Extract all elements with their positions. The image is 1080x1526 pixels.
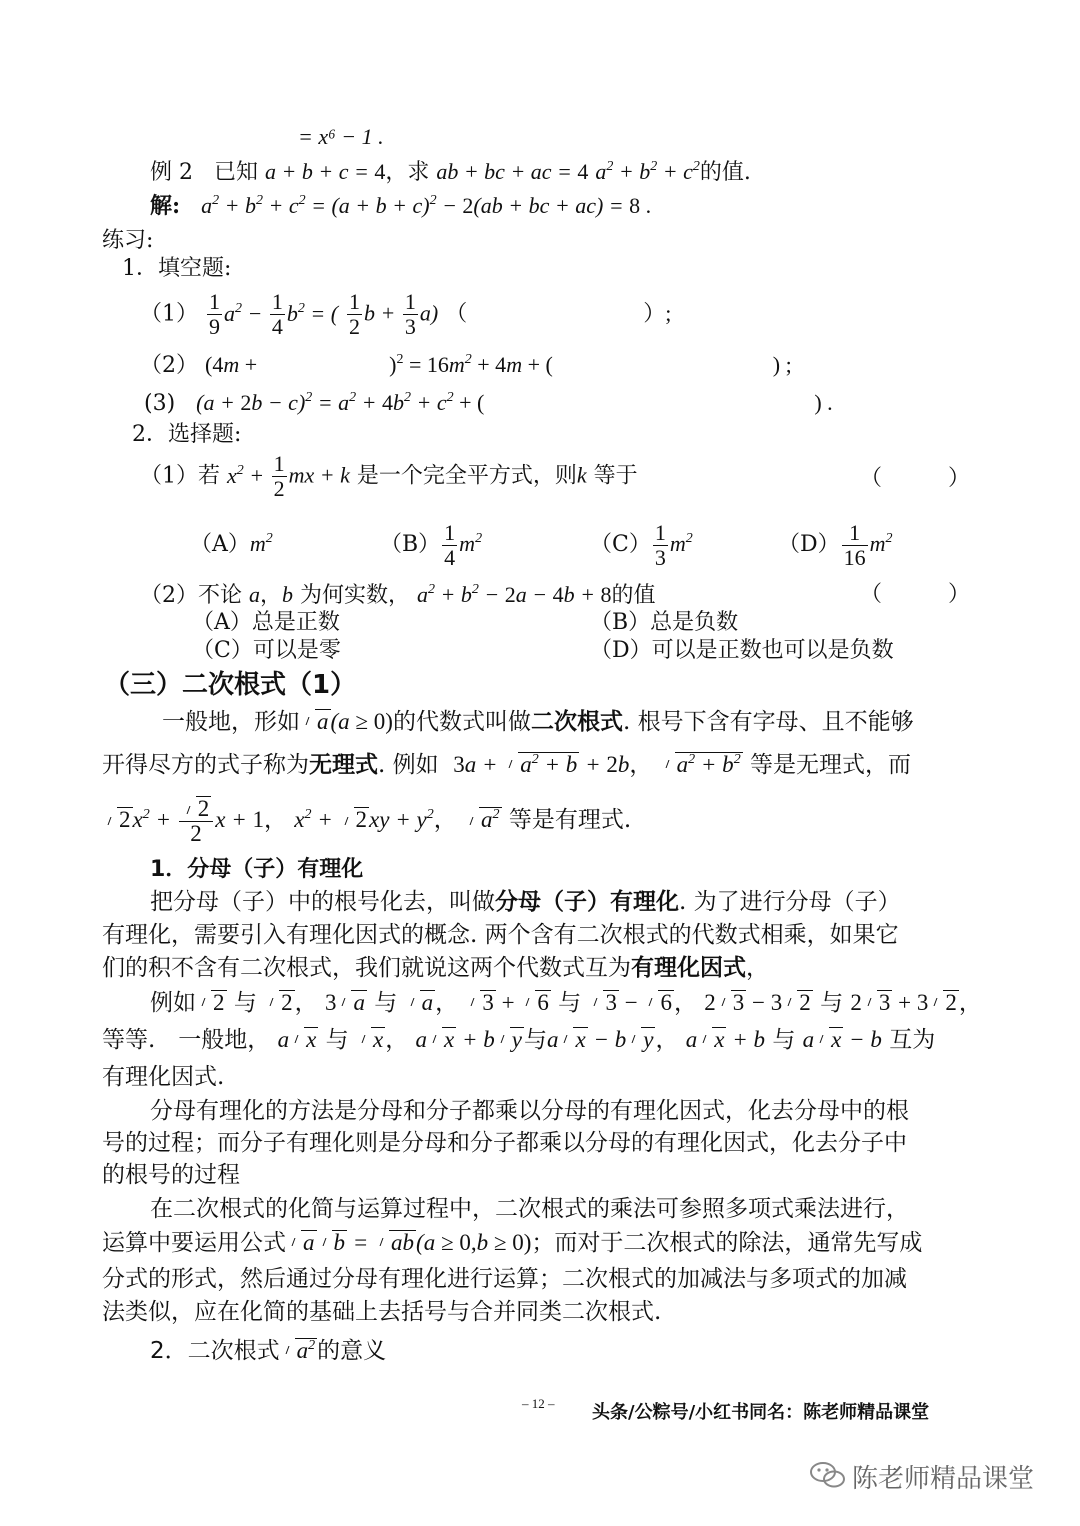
choice-1: （1）若 $x^2$ + $\frac{1}{2}$ mx + k 是一个完全平方式，则k 等于: [140, 451, 638, 501]
text: 与: [523, 1027, 547, 1053]
text: . 为了进行分母（子）: [679, 889, 901, 915]
text: 们的积不含有二次根式，我们就说这两个代数式互为: [102, 955, 631, 981]
option-label: （B）: [380, 532, 441, 557]
term-rationalizing-factor: 有理化因式: [631, 954, 746, 981]
option-c: （C） $\frac{1}{3}$ $m^2$: [590, 519, 693, 570]
item-number: （1）: [140, 301, 198, 327]
text: 等是有理式.: [508, 807, 632, 833]
paragraph-examples-end: 有理化因式.: [102, 1064, 225, 1090]
option-label: （C）: [590, 532, 651, 557]
text: 与: [820, 990, 844, 1016]
text: 与: [558, 990, 582, 1016]
text: 为何实数，: [300, 583, 411, 608]
text: （2）不论: [140, 583, 242, 608]
paragraph-method-1: 分母有理化的方法是分母和分子都乘以分母的有理化因式，化去分母中的根: [150, 1098, 909, 1124]
option-d: （D） $\frac{1}{16}$ $m^2$: [778, 519, 893, 570]
text: 开得尽方的式子称为: [102, 752, 309, 778]
answer-paren-1: （ ）: [860, 466, 971, 491]
choice-2-option-d: （D）可以是正数也可以是负数: [590, 638, 894, 663]
subheading-rationalization: 1．分母（子）有理化: [150, 857, 364, 882]
text: 运算中要运用公式: [102, 1230, 286, 1256]
text: 互为: [889, 1027, 936, 1053]
text: 与: [772, 1027, 796, 1053]
solution-label: 解:: [150, 193, 181, 219]
practice-heading: 练习:: [102, 228, 154, 253]
choice-heading: 2．选择题:: [132, 422, 242, 447]
term-rationalization: 分母（子）有理化: [495, 888, 679, 915]
item-number: （2）: [140, 353, 198, 378]
text: 与: [374, 990, 398, 1016]
choice-2-option-a: （A）总是正数: [192, 610, 340, 635]
text: （1）若: [140, 463, 220, 489]
text: 是一个完全平方式，则: [356, 463, 577, 489]
text: ，求: [385, 160, 430, 185]
paragraph-irrational: 开得尽方的式子称为无理式. 例如 $3a + a^2 + b + 2b$， $a^2 + b^2$ 等是无理式，而: [102, 751, 911, 778]
text: 一般地，形如: [162, 709, 300, 735]
text: 的值.: [699, 160, 751, 185]
fill-blank-3: (3) $(a + 2b - c)^2 = a^2 + 4b^2 + c^2$ + ( ) .: [144, 390, 833, 416]
fill-blank-heading: 1．填空题:: [122, 256, 232, 281]
equation-result: = x⁶ − 1 .: [298, 124, 384, 149]
wechat-icon: [808, 1460, 848, 1490]
option-label: （A）: [190, 532, 250, 557]
paragraph-definition: 一般地，形如 a(a ≥ 0)的代数式叫做二次根式. 根号下含有字母、且不能够: [162, 708, 914, 735]
text: 已知: [213, 160, 258, 185]
text: 与: [233, 990, 257, 1016]
term-irrational: 无理式: [309, 751, 378, 778]
page-number: – 12 –: [522, 1396, 555, 1411]
text: 把分母（子）中的根号化去，叫做: [150, 889, 495, 915]
paragraph-rationalization-3: [102, 953, 769, 983]
paragraph-operations-3: 分式的形式，然后通过分母有理化进行运算；二次根式的加减法与多项式的加减: [102, 1266, 907, 1292]
text: 等等. 一般地，: [102, 1027, 271, 1053]
text: 等是无理式，而: [750, 752, 911, 778]
text: 的代数式叫做: [392, 709, 531, 735]
text: 等于: [593, 463, 638, 489]
paragraph-method-3: 的根号的过程: [102, 1162, 240, 1188]
choice-2-option-c: （C）可以是零: [192, 638, 341, 663]
option-label: （D）: [778, 532, 840, 557]
example-2: 例 2 已知 a + b + c = 4，求 ab + bc + ac = 4 $a^2 + b^2 + c^2$的值.: [150, 159, 751, 185]
paragraph-examples: 例如 2 与 2， 3 a 与 a， 3 + 6 与 3 − 6， 2 3 − 3 2 与 2 3 + 3 2，: [150, 990, 982, 1016]
text: 例如: [150, 990, 196, 1016]
choice-2: （2）不论 a，b 为何实数， $a^2 + b^2 - 2a - 4b + 8$的值: [140, 582, 656, 608]
paragraph-examples-general: 等等. 一般地， a x 与 x， a x + b y与a x − b y， a x + b 与 a x − b 互为: [102, 1027, 936, 1053]
text: ；而对于二次根式的除法，通常先写成: [531, 1230, 923, 1256]
paragraph-operations-2: 运算中要运用公式 a b = ab(a ≥ 0,b ≥ 0)；而对于二次根式的除法，通常先写成: [102, 1230, 923, 1256]
text: 与: [325, 1027, 349, 1053]
item-number: (3): [144, 391, 176, 416]
example-label: 例 2: [150, 160, 193, 185]
solution: 解: $a^2 + b^2 + c^2 = (a + b + c)^2 - 2(ab$ + bc + ac) = 8 .: [150, 193, 652, 219]
paragraph-rationalization-1: [150, 887, 901, 917]
paragraph-operations-1: 在二次根式的化简与运算过程中，二次根式的乘法可参照多项式乘法进行，: [150, 1196, 909, 1222]
paragraph-rationalization-2: 有理化，需要引入有理化因式的概念. 两个含有二次根式的代数式相乘，如果它: [102, 922, 899, 948]
option-b: （B） $\frac{1}{4}$ $m^2$: [380, 519, 483, 570]
answer-paren-2: （ ）: [860, 582, 971, 607]
paragraph-operations-4: 法类似，应在化简的基础上去括号与合并同类二次根式.: [102, 1299, 662, 1325]
term-quadratic-radical: 二次根式: [530, 708, 623, 735]
option-a: $(A)m^2$: [190, 531, 273, 557]
text: 2．二次根式: [150, 1338, 280, 1364]
text: 的意义: [317, 1338, 387, 1364]
fill-blank-2: （2） (4m + )$^2 = 16m^2 + 4m$ + ( ) ;: [140, 352, 792, 378]
text: ，: [746, 955, 769, 981]
choice-2-option-b: （B）总是负数: [590, 610, 739, 635]
text: . 例如: [378, 752, 439, 778]
fill-blank-1: （1） $\frac{1}{9}$ $a^2$ − $\frac{1}{4}$ $b^2$ = ( $\frac{1}{2}$ b + $\frac{1}{3}$ a) （ ）;: [140, 289, 672, 339]
section-heading: （三）二次根式（1）: [104, 670, 357, 700]
paragraph-method-2: 号的过程；而分子有理化则是分母和分子都乘以分母的有理化因式，化去分子中: [102, 1130, 907, 1156]
watermark: 陈老师精品课堂: [852, 1464, 1035, 1494]
subheading-meaning: 2．二次根式 $a^2$的意义: [150, 1338, 387, 1364]
text: 的值: [611, 583, 656, 608]
text: . 根号下含有字母、且不能够: [622, 709, 914, 735]
paragraph-rational: $2x^2$ + $\frac{2}{2}$ x + 1， $x^2 + 2xy + y^2$， $a^2$ 等是有理式.: [102, 790, 631, 850]
footer-credit: 头条/公粽号/小红书同名：陈老师精品课堂: [592, 1402, 930, 1423]
